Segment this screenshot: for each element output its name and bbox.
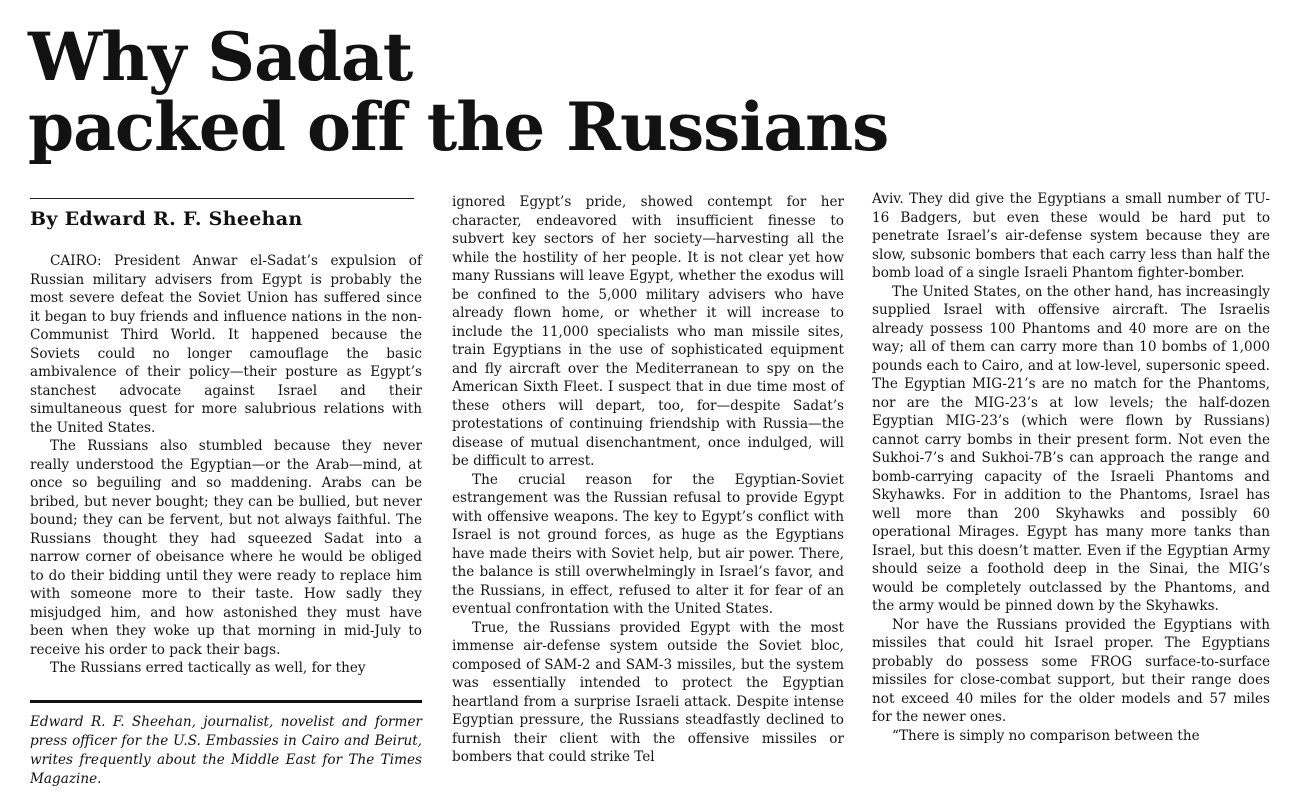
paragraph: Aviv. They did give the Egyptians a small number of TU-16 Badgers, but even these would be hard put to penetrate Israel’s air-defense system because they are slow, subsonic bombers that each carry less than half the bomb load of a single Israeli Phantom fighter-bomber. (872, 191, 1270, 281)
author-bio: Edward R. F. Sheehan, journalist, novelist and former press officer for the U.S. Embassies in Cairo and Beirut, writes frequently about the Middle East for The Times Magazine. (30, 714, 422, 787)
article-column-2 (452, 193, 844, 767)
byline-top-rule (30, 198, 414, 199)
paragraph: Nor have the Russians provided the Egyptians with missiles that could hit Israel proper. The Egyptians probably do possess some FROG surface-to-surface missiles for close-combat support, but their range does not exceed 40 miles for the older models and 57 miles for the newer ones. (872, 616, 1270, 725)
paragraph: The Russians erred tactically as well, for they (50, 660, 366, 676)
article-column-1 (30, 252, 422, 678)
headline-line-2: packed off the Russians (28, 88, 889, 166)
bio-separator-rule (30, 700, 422, 703)
paragraph: CAIRO: President Anwar el-Sadat’s expulsion of Russian military advisers from Egypt is probably the most severe defeat the Soviet Union has suffered since it began to buy friends and influence nations in the non-Communist Third World. It happened because the Soviets could no longer camouflage the basic ambivalence of their policy—their posture as Egypt’s stanchest advocate against Israel and their simultaneous quest for more salubrious relations with the United States. (30, 253, 422, 436)
paragraph: ignored Egypt’s pride, showed contempt for her character, endeavored with insufficient finesse to subvert key sectors of her society—harvesting all the while the hostility of her people. It is not clear yet how many Russians will leave Egypt, whether the exodus will be confined to the 5,000 military advisers who have already flown home, or whether it will increase to include the 11,000 specialists who man missile sites, train Egyptians in the use of sophisticated equipment and fly aircraft over the Mediterranean to spy on the American Sixth Fleet. I suspect that in due time most of these others will depart, too, for—despite Sadat’s protestations of continuing friendship with Russia—the disease of mutual disenchantment, once indulged, will be difficult to arrest. (452, 194, 844, 469)
paragraph: “There is simply no comparison between the (892, 727, 1200, 744)
headline-line-1: Why Sadat (28, 18, 413, 96)
paragraph: The United States, on the other hand, has increasingly supplied Israel with offensive aircraft. The Israelis already possess 100 Phantoms and 40 more are on the way; all of them can carry more than 10 bombs of 1,000 pounds each to Cairo, and at low-level, supersonic speed. The Egyptian MIG-21’s are no match for the Phantoms, nor are the MIG-23’s at low levels; the half-dozen Egyptian MIG-23’s (which were flown by Russians) cannot carry bombs in their present form. Not even the Sukhoi-7’s and Sukhoi-7B’s can approach the range and bomb-carrying capacity of the Israeli Phantoms and Skyhawks. For in addition to the Phantoms, Israel has well more than 200 Skyhawks and possibly 60 operational Mirages. Egypt has many more tanks than Israel, but this doesn’t matter. Even if the Egyptian Army should seize a foothold deep in the Sinai, the MIG’s would be completely outclassed by the Phantoms, and the army would be pinned down by the Skyhawks. (872, 283, 1270, 614)
article-column-3 (872, 190, 1270, 745)
headline (28, 18, 889, 166)
byline: By Edward R. F. Sheehan (30, 208, 303, 230)
paragraph: The crucial reason for the Egyptian-Soviet estrangement was the Russian refusal to provide Egypt with offensive weapons. The key to Egypt’s conflict with Israel is not ground forces, as huge as the Egyptians have made theirs with Soviet help, but air power. There, the balance is still overwhelmingly in Israel’s favor, and the Russians, in effect, refused to alter it for fear of an eventual confrontation with the United States. (452, 471, 844, 617)
paragraph: True, the Russians provided Egypt with the most immense air-defense system outside the Soviet bloc, composed of SAM-2 and SAM-3 missiles, but the system was essentially intended to protect the Egyptian heartland from a surprise Israeli attack. Despite intense Egyptian pressure, the Russians steadfastly declined to furnish their client with the offensive missiles or bombers that could strike Tel (452, 619, 844, 765)
paragraph: The Russians also stumbled because they never really understood the Egyptian—or the Arab—mind, at once so beguiling and so maddening. Arabs can be bribed, but never bought; they can be bullied, but never bound; they can be fervent, but not always faithful. The Russians thought they had squeezed Sadat into a narrow corner of obeisance where he would be obliged to do their bidding until they were ready to replace him with someone more to their taste. How sadly they misjudged him, and how astonished they must have been when they woke up that morning in mid-July to receive his order to pack their bags. (30, 438, 422, 658)
